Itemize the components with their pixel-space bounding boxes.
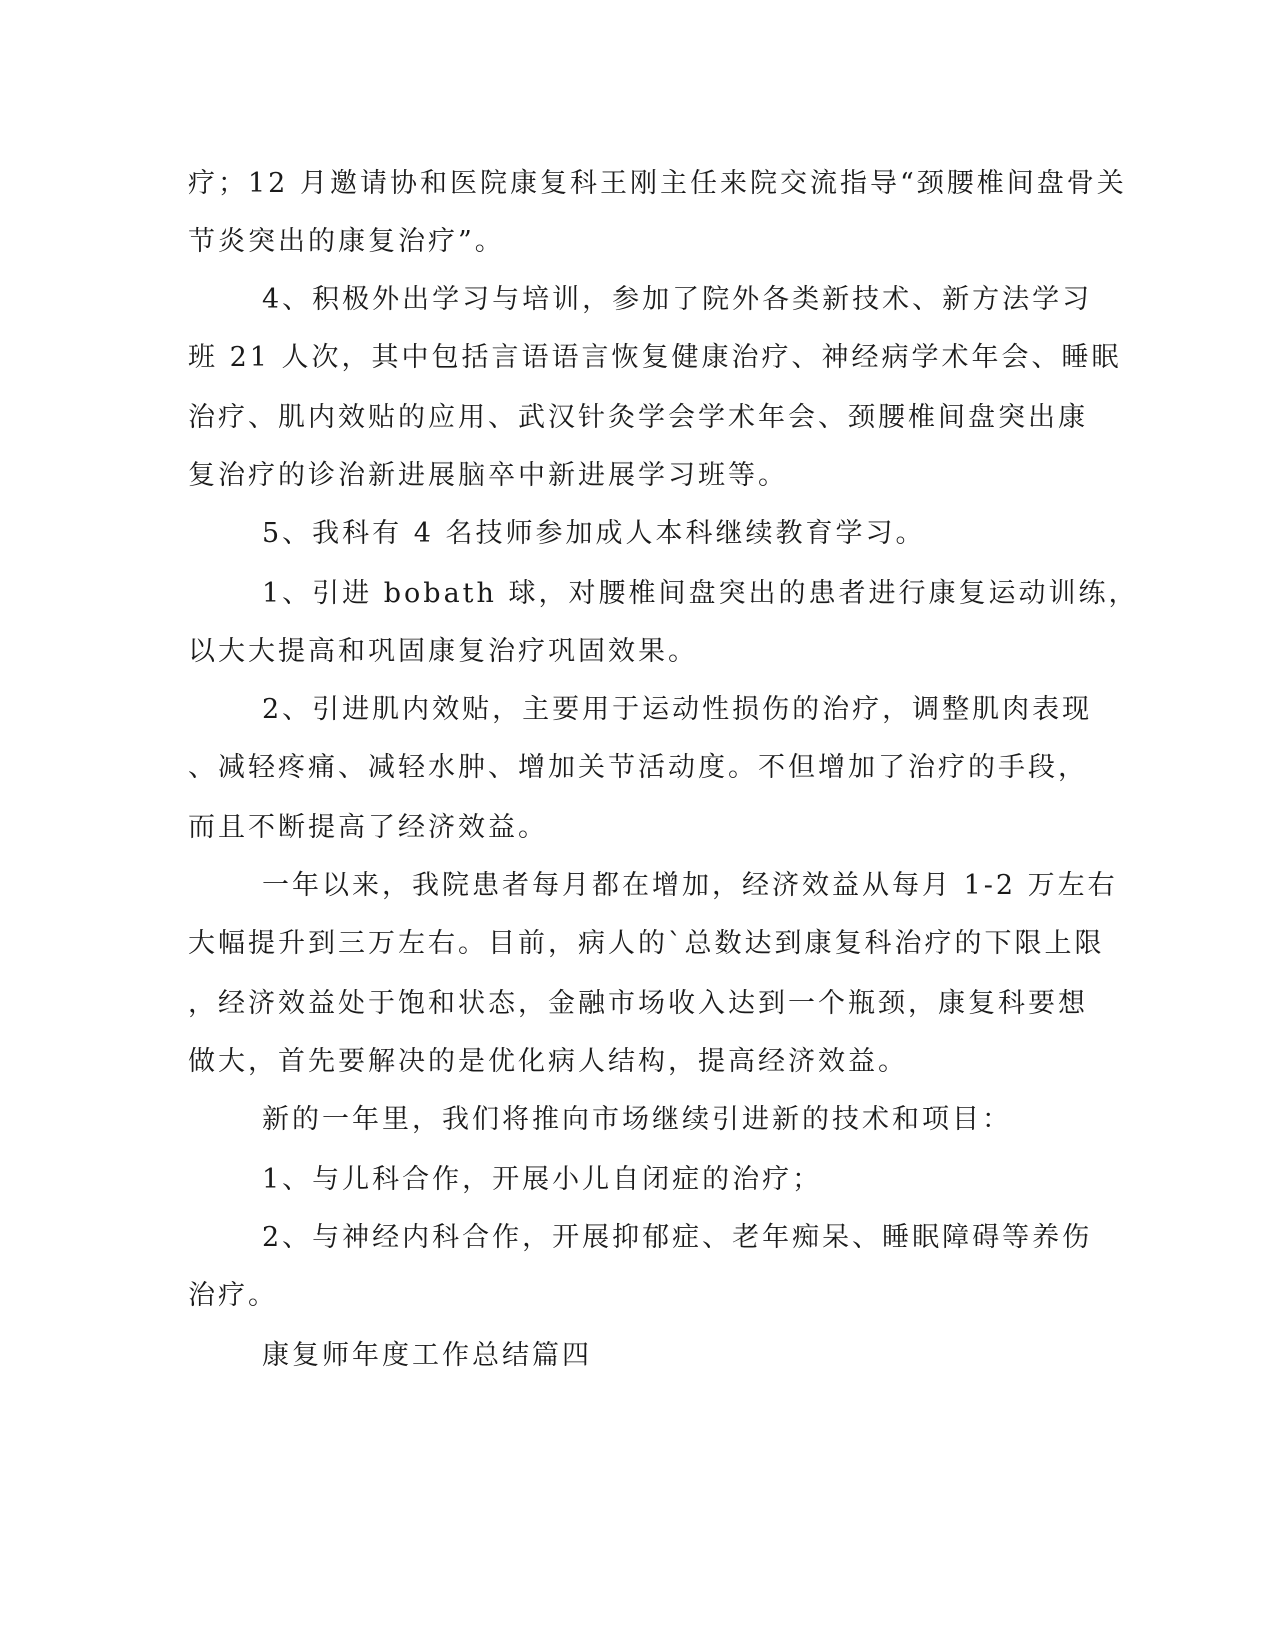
section-heading: 康复师年度工作总结篇四: [262, 1340, 592, 1371]
text-line-11: 、减轻疼痛、减轻水肿、增加关节活动度。不但增加了治疗的手段，: [188, 752, 1088, 783]
text-line-6: 复治疗的诊治新进展脑卒中新进展学习班等。: [188, 460, 788, 491]
text-line-17: 新的一年里，我们将推向市场继续引进新的技术和项目：: [262, 1104, 1012, 1135]
text-line-20: 治疗。: [188, 1280, 278, 1311]
text-line-3: 4、积极外出学习与培训，参加了院外各类新技术、新方法学习: [262, 284, 1093, 315]
text-line-16: 做大，首先要解决的是优化病人结构，提高经济效益。: [188, 1046, 908, 1077]
text-line-18: 1、与儿科合作，开展小儿自闭症的治疗；: [262, 1164, 823, 1195]
text-line-8: 1、引进 bobath 球，对腰椎间盘突出的患者进行康复运动训练，: [262, 578, 1139, 609]
text-line-5: 治疗、肌内效贴的应用、武汉针灸学会学术年会、颈腰椎间盘突出康: [188, 402, 1088, 433]
text-line-12: 而且不断提高了经济效益。: [188, 812, 548, 843]
text-line-1: 疗；12 月邀请协和医院康复科王刚主任来院交流指导“颈腰椎间盘骨关: [188, 168, 1127, 199]
text-line-19: 2、与神经内科合作，开展抑郁症、老年痴呆、睡眠障碍等养伤: [262, 1222, 1093, 1253]
text-line-7: 5、我科有 4 名技师参加成人本科继续教育学习。: [262, 518, 926, 549]
text-line-14: 大幅提升到三万左右。目前，病人的`总数达到康复科治疗的下限上限: [188, 928, 1105, 959]
text-line-13: 一年以来，我院患者每月都在增加，经济效益从每月 1-2 万左右: [262, 870, 1118, 901]
text-line-2: 节炎突出的康复治疗”。: [188, 226, 505, 257]
text-line-15: ，经济效益处于饱和状态，金融市场收入达到一个瓶颈，康复科要想: [188, 988, 1088, 1019]
text-line-10: 2、引进肌内效贴，主要用于运动性损伤的治疗，调整肌肉表现: [262, 694, 1093, 725]
text-line-9: 以大大提高和巩固康复治疗巩固效果。: [188, 636, 698, 667]
text-line-4: 班 21 人次，其中包括言语语言恢复健康治疗、神经病学术年会、睡眠: [188, 342, 1122, 373]
